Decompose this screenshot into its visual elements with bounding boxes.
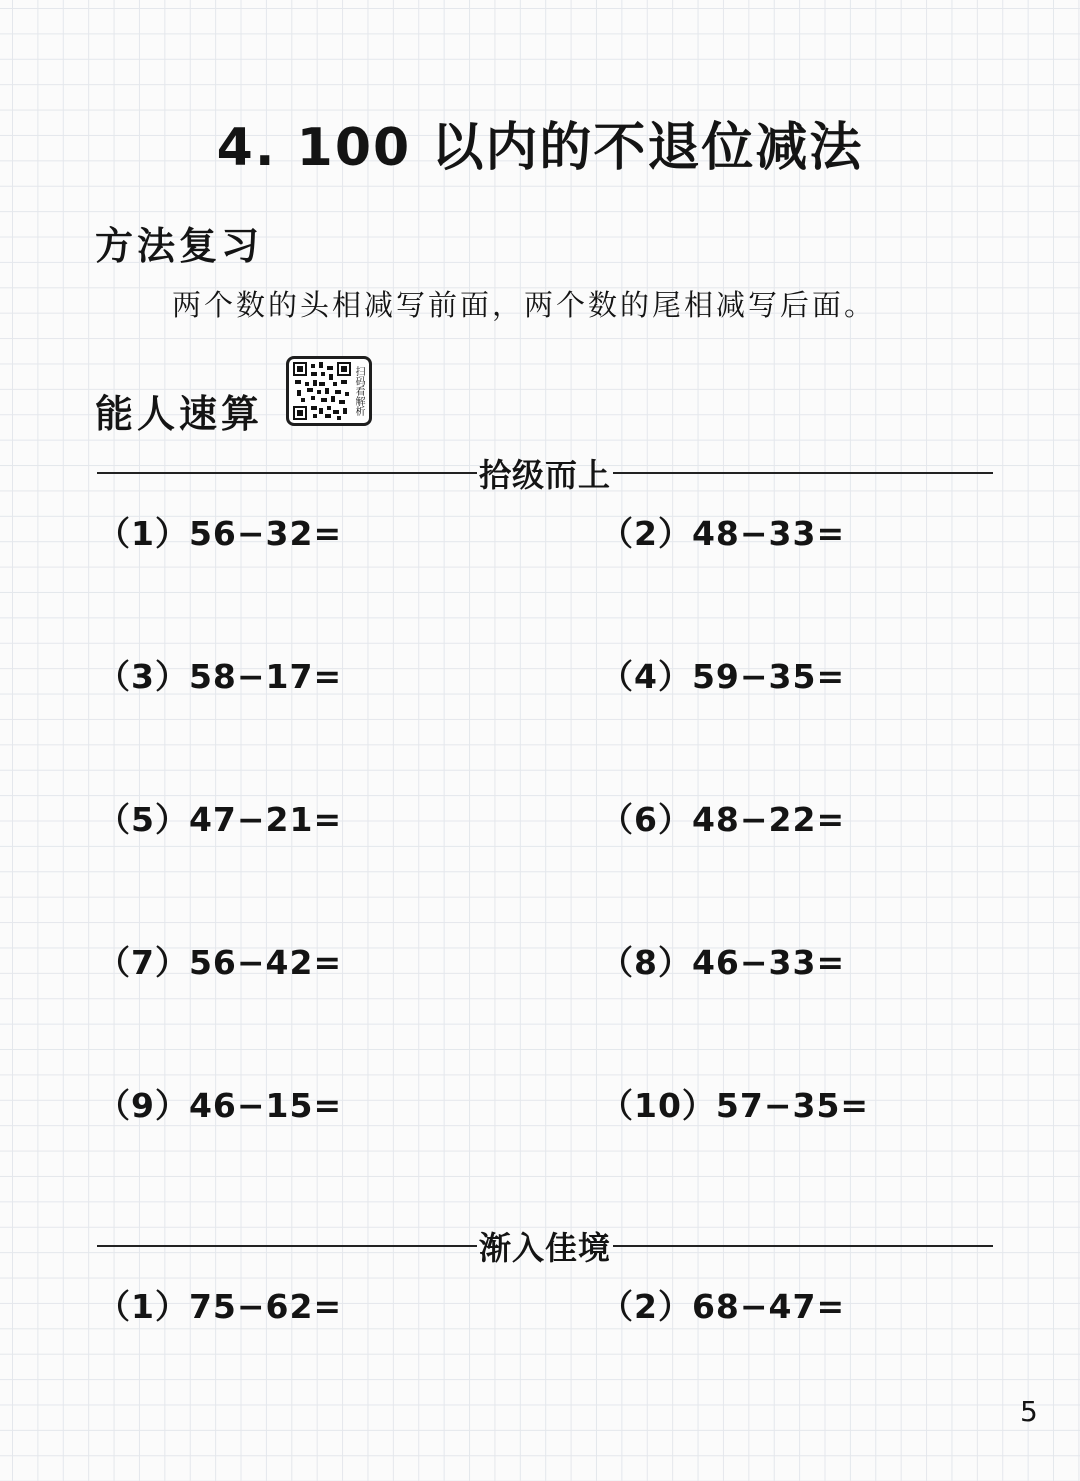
section-divider-1 [97,453,993,493]
qr-caption: 扫码看解析 [353,366,364,416]
qr-code-icon [293,362,351,420]
divider-line [97,1245,477,1247]
problem-1-1: （1）56−32= [97,514,343,553]
qr-code[interactable] [286,356,372,426]
problem-1-3: （3）58−17= [97,657,343,696]
divider-line [613,1245,993,1247]
method-review-heading: 方法复习 [95,224,264,268]
problem-1-9: （9）46−15= [97,1086,343,1125]
divider-line [97,472,477,474]
page-title: 4. 100 以内的不退位减法 [216,118,864,178]
problem-1-6: （6）48−22= [600,800,846,839]
problem-1-2: （2）48−33= [600,514,846,553]
method-text: 两个数的头相减写前面，两个数的尾相减写后面。 [172,288,877,322]
problem-2-2: （2）68−47= [600,1287,846,1326]
page-number: 5 [1020,1395,1038,1428]
section-label-2: 渐入佳境 [479,1229,612,1267]
section-divider-2 [97,1226,993,1266]
divider-line [613,472,993,474]
problem-1-8: （8）46−33= [600,943,846,982]
section-label-1: 拾级而上 [479,456,612,494]
problem-1-5: （5）47−21= [97,800,343,839]
problem-1-7: （7）56−42= [97,943,343,982]
problem-1-10: （10）57−35= [600,1086,870,1125]
problem-2-1: （1）75−62= [97,1287,343,1326]
problem-1-4: （4）59−35= [600,657,846,696]
quick-calc-heading: 能人速算 [95,392,264,436]
